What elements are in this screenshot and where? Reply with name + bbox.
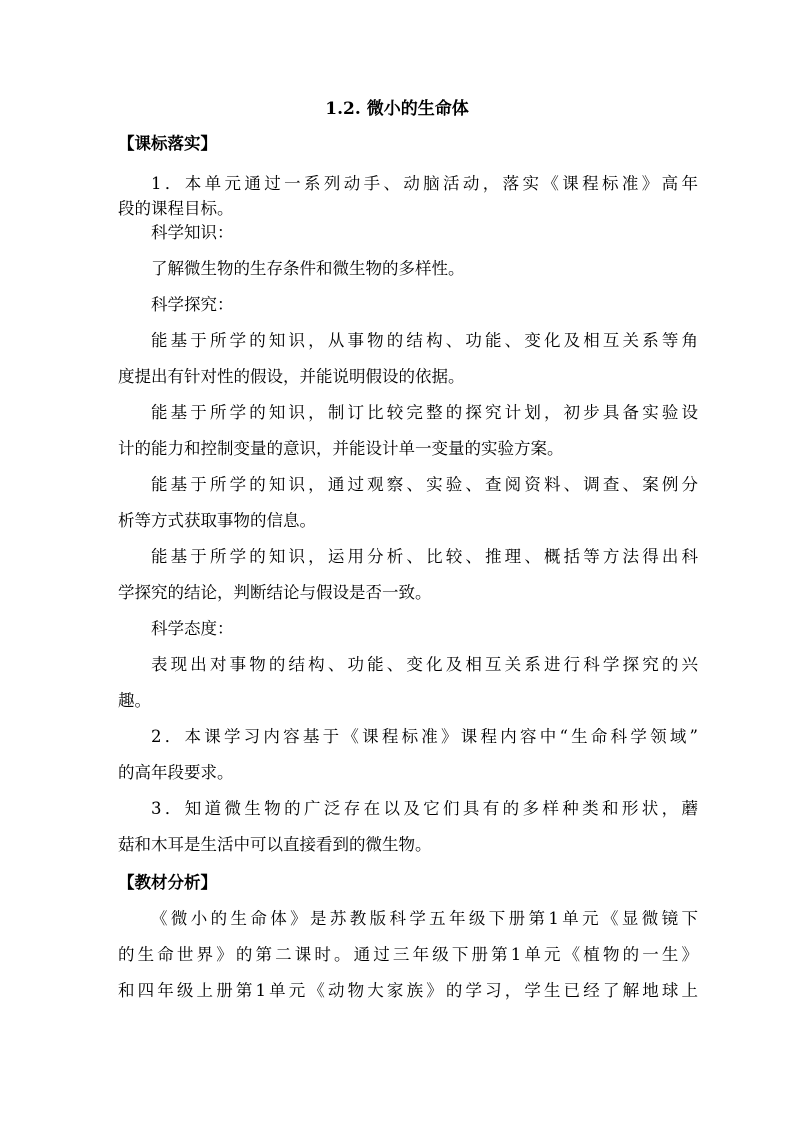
paragraph-line: 度提出有针对性的假设，并能说明假设的依据。 bbox=[118, 367, 465, 386]
paragraph-line: 计的能力和控制变量的意识，并能设计单一变量的实验方案。 bbox=[118, 439, 564, 458]
paragraph-line: 《微小的生命体》是苏教版科学五年级下册第1单元《显微镜下 bbox=[151, 909, 698, 928]
paragraph-line: 表现出对事物的结构、功能、变化及相互关系进行科学探究的兴 bbox=[151, 655, 698, 674]
paragraph-line: 3．知道微生物的广泛存在以及它们具有的多样种类和形状，蘑 bbox=[151, 799, 698, 818]
paragraph-line: 菇和木耳是生活中可以直接看到的微生物。 bbox=[118, 835, 432, 854]
paragraph-line: 析等方式获取事物的信息。 bbox=[118, 511, 316, 530]
paragraph-line: 2．本课学习内容基于《课程标准》课程内容中“生命科学领域” bbox=[151, 727, 698, 746]
paragraph-line: 段的课程目标。 bbox=[118, 199, 234, 218]
subheading-attitude: 科学态度： bbox=[151, 619, 234, 638]
subheading-inquiry: 科学探究： bbox=[151, 295, 234, 314]
paragraph-line: 能基于所学的知识，运用分析、比较、推理、概括等方法得出科 bbox=[151, 547, 698, 566]
paragraph-line: 的生命世界》的第二课时。通过三年级下册第1单元《植物的一生》 bbox=[118, 945, 698, 964]
paragraph-line: 能基于所学的知识，通过观察、实验、查阅资料、调查、案例分 bbox=[151, 475, 698, 494]
section-heading-standards: 【课标落实】 bbox=[118, 134, 217, 153]
paragraph-line: 1．本单元通过一系列动手、动脑活动，落实《课程标准》高年 bbox=[151, 174, 698, 193]
paragraph-line: 能基于所学的知识，从事物的结构、功能、变化及相互关系等角 bbox=[151, 331, 698, 350]
paragraph-line: 趣。 bbox=[118, 691, 151, 710]
paragraph-line: 的高年段要求。 bbox=[118, 763, 234, 782]
paragraph-line: 了解微生物的生存条件和微生物的多样性。 bbox=[151, 259, 465, 278]
subheading-knowledge: 科学知识： bbox=[151, 223, 234, 242]
paragraph-line: 能基于所学的知识，制订比较完整的探究计划，初步具备实验设 bbox=[151, 403, 698, 422]
paragraph-line: 学探究的结论，判断结论与假设是否一致。 bbox=[118, 583, 432, 602]
paragraph-line: 和四年级上册第1单元《动物大家族》的学习，学生已经了解地球上 bbox=[118, 981, 698, 1000]
section-heading-textbook-analysis: 【教材分析】 bbox=[118, 873, 217, 892]
page-title: 1.2. 微小的生命体 bbox=[325, 99, 469, 119]
